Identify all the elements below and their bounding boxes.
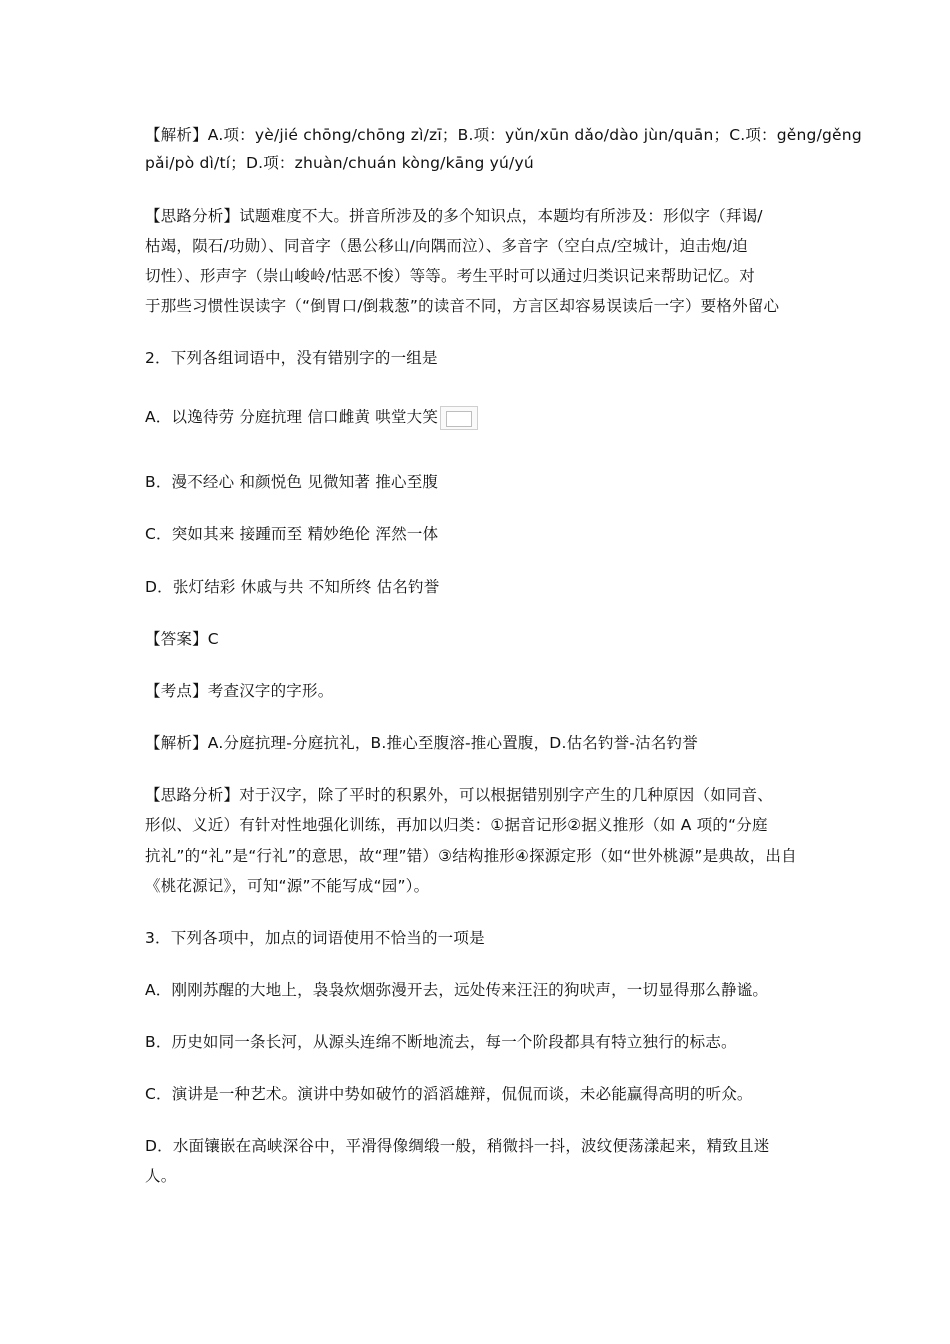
approach-analysis-2-line-1: 【思路分析】对于汉字，除了平时的积累外，可以根据错别别字产生的几种原因（如同音、: [145, 786, 774, 804]
explanation-line: 【解析】A.分庭抗理-分庭抗礼，B.推心至腹溶-推心置腹，D.估名钓誉-沽名钓誉: [145, 734, 698, 752]
question-2-option-d: D．张灯结彩 休戚与共 不知所终 估名钓誉: [145, 578, 440, 596]
approach-analysis-2-line-3: 抗礼”的“礼”是“行礼”的意思，故“理”错）③结构推形④探源定形（如“世外桃源”是典故，出自: [145, 847, 797, 865]
approach-analysis-line-1: 【思路分析】试题难度不大。拼音所涉及的多个知识点，本题均有所涉及：形似字（拜谒/: [145, 207, 763, 225]
analysis-pinyin-line-1: 【解析】A.项：yè/jié chōng/chōng zì/zī；B.项：yǔn/xūn dǎo/dào jùn/quān；C.项：gěng/gěng: [145, 126, 862, 144]
question-3-option-d-line-1: D．水面镶嵌在高峡深谷中，平滑得像绸缎一般，稍微抖一抖，波纹便荡漾起来，精致且迷: [145, 1137, 770, 1155]
answer-line: 【答案】C: [145, 630, 219, 648]
question-2-stem: 2．下列各组词语中，没有错别字的一组是: [145, 349, 438, 367]
question-3-option-a: A．刚刚苏醒的大地上，袅袅炊烟弥漫开去，远处传来汪汪的狗吠声，一切显得那么静谧。: [145, 981, 769, 999]
approach-analysis-2-line-2: 形似、义近）有针对性地强化训练，再加以归类：①据音记形②据义推形（如 A 项的“分庭: [145, 816, 768, 834]
question-3-option-c: C．演讲是一种艺术。演讲中势如破竹的滔滔雄辩，侃侃而谈，未必能赢得高明的听众。: [145, 1085, 753, 1103]
question-3-option-b: B．历史如同一条长河，从源头连绵不断地流去，每一个阶段都具有特立独行的标志。: [145, 1033, 737, 1051]
question-3-stem: 3．下列各项中，加点的词语使用不恰当的一项是: [145, 929, 485, 947]
image-placeholder-icon: [440, 406, 478, 430]
option-a-text: A．以逸待劳 分庭抗理 信口雌黄 哄堂大笑: [145, 408, 439, 426]
question-2-option-a: [145, 404, 815, 431]
analysis-pinyin-line-2: pǎi/pò dì/tí；D.项：zhuàn/chuán kòng/kāng yú/yú: [145, 154, 534, 172]
approach-analysis-2-line-4: 《桃花源记》，可知“源”不能写成“园”）。: [145, 877, 430, 895]
approach-analysis-line-2: 枯竭，陨石/功勋）、同音字（愚公移山/向隅而泣）、多音字（空白点/空城计，迫击炮/迫: [145, 237, 748, 255]
test-point-line: 【考点】考查汉字的字形。: [145, 682, 334, 700]
approach-analysis-line-4: 于那些习惯性误读字（“倒胃口/倒栽葱”的读音不同，方言区却容易误读后一字）要格外留心: [145, 297, 780, 315]
question-3-option-d-line-2: 人。: [145, 1167, 177, 1185]
question-2-option-c: C．突如其来 接踵而至 精妙绝伦 浑然一体: [145, 525, 439, 543]
approach-analysis-line-3: 切性）、形声字（崇山峻岭/怙恶不悛）等等。考生平时可以通过归类识记来帮助记忆。对: [145, 267, 755, 285]
question-2-option-b: B．漫不经心 和颜悦色 见微知著 推心至腹: [145, 473, 439, 491]
